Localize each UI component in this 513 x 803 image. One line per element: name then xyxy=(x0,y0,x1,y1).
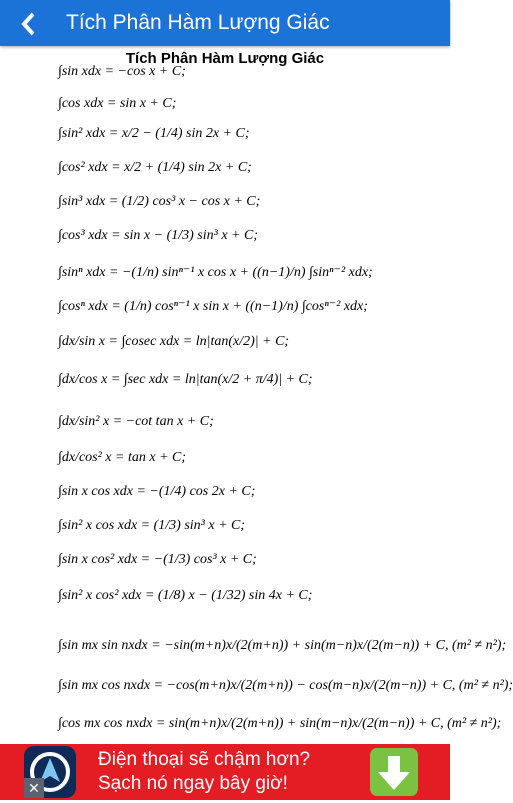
app-bar-title: Tích Phân Hàm Lượng Giác xyxy=(66,11,330,34)
formula-7: ∫sinⁿ xdx = −(1/n) sinⁿ⁻¹ x cos x + ((n−1)/n) ∫sinⁿ⁻² xdx; xyxy=(58,265,373,280)
formula-12: ∫dx/cos² x = tan x + C; xyxy=(58,450,187,465)
formula-5: ∫sin³ xdx = (1/2) cos³ x − cos x + C; xyxy=(58,194,261,209)
formula-document[interactable] xyxy=(0,46,513,744)
formula-17: ∫sin mx sin nxdx = −sin(m+n)x/(2(m+n)) + sin(m−n)x/(2(m−n)) + C, (m² ≠ n²); xyxy=(58,638,507,653)
chevron-left-icon xyxy=(20,12,36,36)
formula-4: ∫cos² xdx = x/2 + (1/4) sin 2x + C; xyxy=(58,160,252,175)
formula-19: ∫cos mx cos nxdx = sin(m+n)x/(2(m+n)) + sin(m−n)x/(2(m−n)) + C, (m² ≠ n²); xyxy=(58,716,502,731)
ad-banner[interactable] xyxy=(0,744,450,800)
formula-9: ∫dx/sin x = ∫cosec xdx = ln|tan(x/2)| + C; xyxy=(58,334,290,349)
download-button[interactable] xyxy=(370,748,418,796)
document-title: Tích Phân Hàm Lượng Giác xyxy=(125,50,325,67)
formula-3: ∫sin² xdx = x/2 − (1/4) sin 2x + C; xyxy=(58,126,250,141)
ad-headline[interactable]: Điện thoại sẽ chậm hơn? xyxy=(98,749,311,770)
formula-6: ∫cos³ xdx = sin x − (1/3) sin³ x + C; xyxy=(58,228,258,243)
formula-8: ∫cosⁿ xdx = (1/n) cosⁿ⁻¹ x sin x + ((n−1)/n) ∫cosⁿ⁻² xdx; xyxy=(58,299,368,314)
formula-15: ∫sin x cos² xdx = −(1/3) cos³ x + C; xyxy=(58,552,257,567)
formula-2: ∫cos xdx = sin x + C; xyxy=(58,96,177,111)
formula-14: ∫sin² x cos xdx = (1/3) sin³ x + C; xyxy=(58,518,246,533)
formula-1: ∫sin xdx = −cos x + C; xyxy=(58,64,186,79)
ad-subline[interactable]: Sạch nó ngay bây giờ! xyxy=(98,773,288,794)
formula-18: ∫sin mx cos nxdx = −cos(m+n)x/(2(m+n)) − cos(m−n)x/(2(m−n)) + C, (m² ≠ n²); xyxy=(58,678,513,693)
download-arrow-icon xyxy=(370,748,418,796)
formula-10: ∫dx/cos x = ∫sec xdx = ln|tan(x/2 + π/4)| + C; xyxy=(58,372,313,387)
formula-16: ∫sin² x cos² xdx = (1/8) x − (1/32) sin 4x + C; xyxy=(58,588,313,603)
back-button[interactable] xyxy=(10,6,46,40)
formula-13: ∫sin x cos xdx = −(1/4) cos 2x + C; xyxy=(58,484,256,499)
app-bar xyxy=(0,0,450,46)
formula-11: ∫dx/sin² x = −cot tan x + C; xyxy=(58,414,214,429)
close-icon[interactable]: ✕ xyxy=(24,778,44,798)
